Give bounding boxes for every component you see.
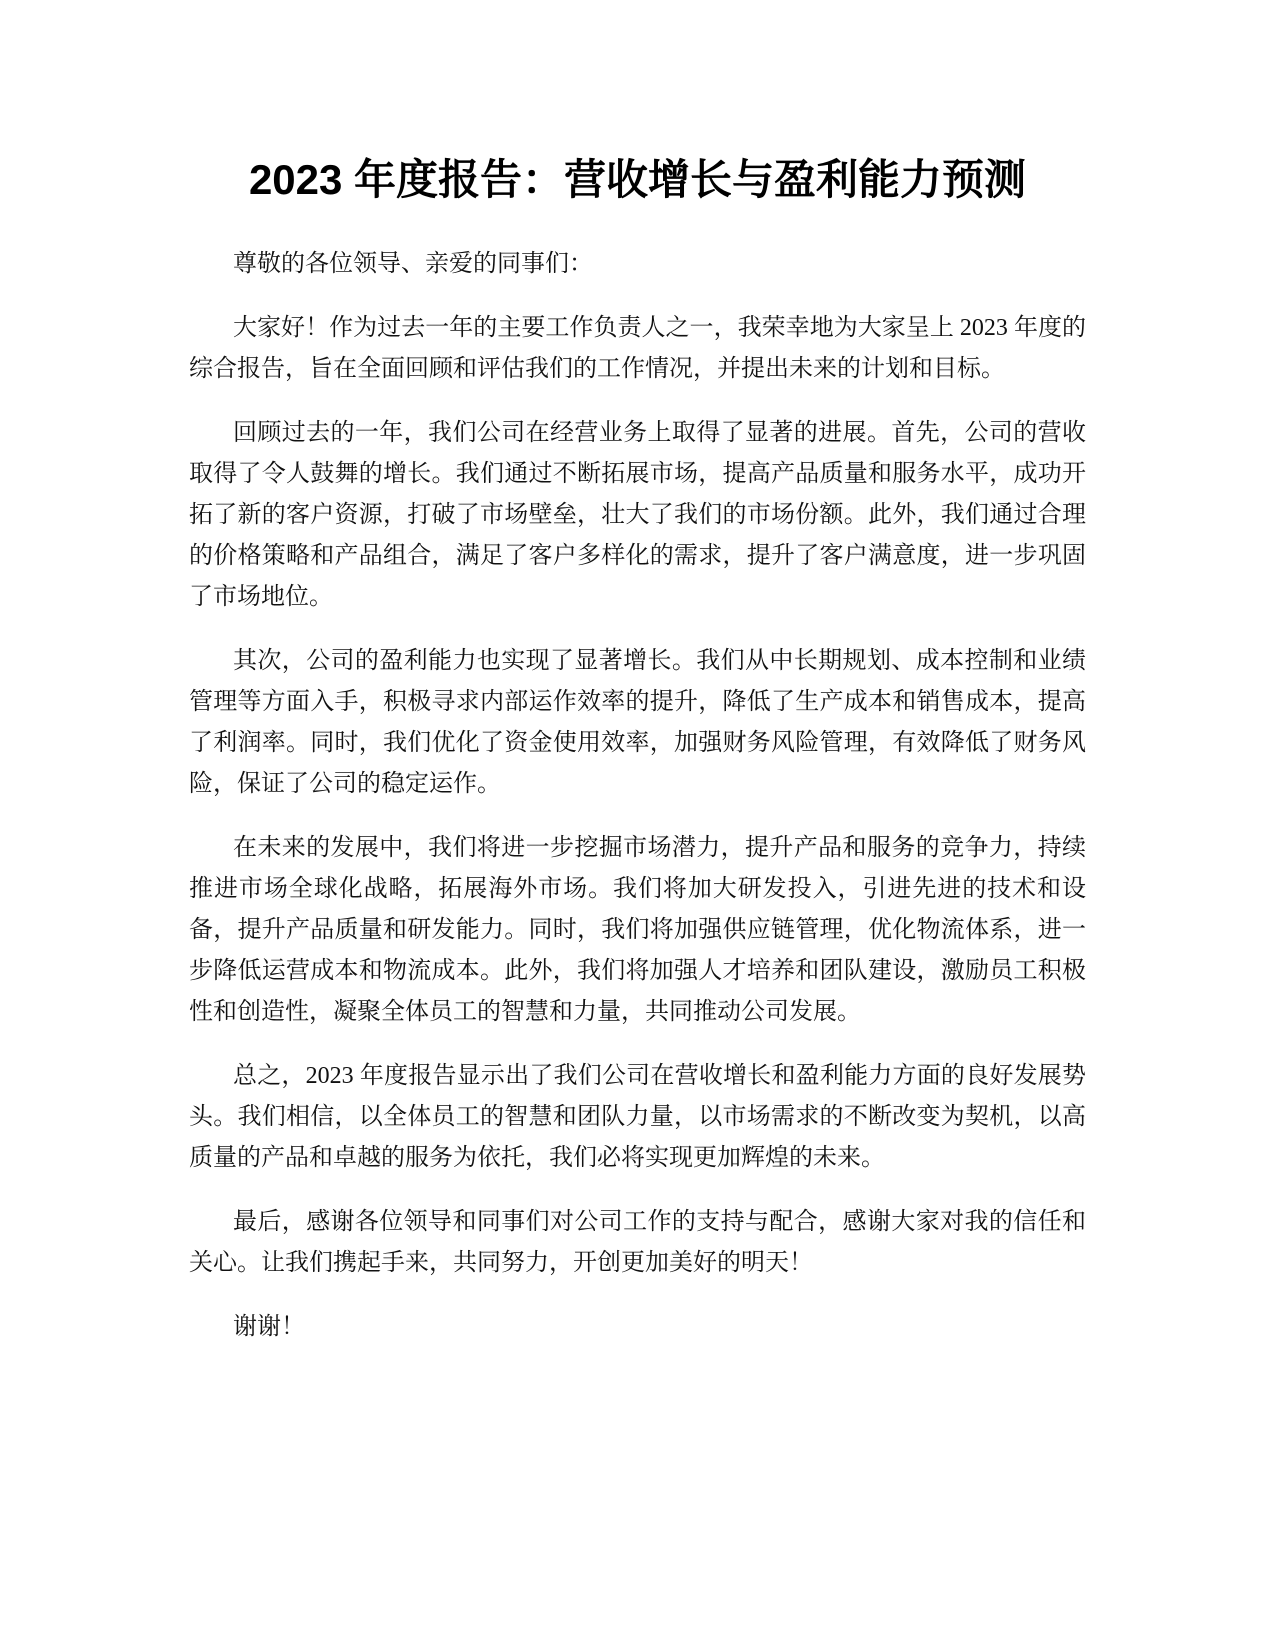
paragraph-salutation: 尊敬的各位领导、亲爱的同事们： — [233, 251, 593, 277]
paragraph-revenue: 回顾过去的一年，我们公司在经营业务上取得了显著的进展。首先，公司的营收取得了令人鼓舞的增长。我们通过不断拓展市场，提高产品质量和服务水平，成功开拓了新的客户资源，打破了市场壁垒，壮大了我们的市场份额。此外，我们通过合理的价格策略和产品组合，满足了客户多样化的需求，提升了客户满意度，进一步巩固了市场地位。 — [189, 420, 1086, 610]
paragraph-closing: 谢谢！ — [233, 1314, 305, 1340]
paragraph-greeting: 大家好！作为过去一年的主要工作负责人之一，我荣幸地为大家呈上 2023 年度的综合报告，旨在全面回顾和评估我们的工作情况，并提出未来的计划和目标。 — [189, 315, 1086, 382]
paragraph-summary: 总之，2023 年度报告显示出了我们公司在营收增长和盈利能力方面的良好发展势头。我们相信，以全体员工的智慧和团队力量，以市场需求的不断改变为契机，以高质量的产品和卓越的服务为依托，我们必将实现更加辉煌的未来。 — [189, 1063, 1086, 1171]
paragraph-thanks: 最后，感谢各位领导和同事们对公司工作的支持与配合，感谢大家对我的信任和关心。让我们携起手来，共同努力，开创更加美好的明天！ — [189, 1209, 1086, 1276]
document-body — [189, 244, 1086, 1371]
paragraph-profitability: 其次，公司的盈利能力也实现了显著增长。我们从中长期规划、成本控制和业绩管理等方面入手，积极寻求内部运作效率的提升，降低了生产成本和销售成本，提高了利润率。同时，我们优化了资金使用效率，加强财务风险管理，有效降低了财务风险，保证了公司的稳定运作。 — [189, 648, 1086, 797]
paragraph-future-plans: 在未来的发展中，我们将进一步挖掘市场潜力，提升产品和服务的竞争力，持续推进市场全球化战略，拓展海外市场。我们将加大研发投入，引进先进的技术和设备，提升产品质量和研发能力。同时，我们将加强供应链管理，优化物流体系，进一步降低运营成本和物流成本。此外，我们将加强人才培养和团队建设，激励员工积极性和创造性，凝聚全体员工的智慧和力量，共同推动公司发展。 — [189, 835, 1086, 1025]
document-title: 2023 年度报告：营收增长与盈利能力预测 — [248, 156, 1027, 203]
